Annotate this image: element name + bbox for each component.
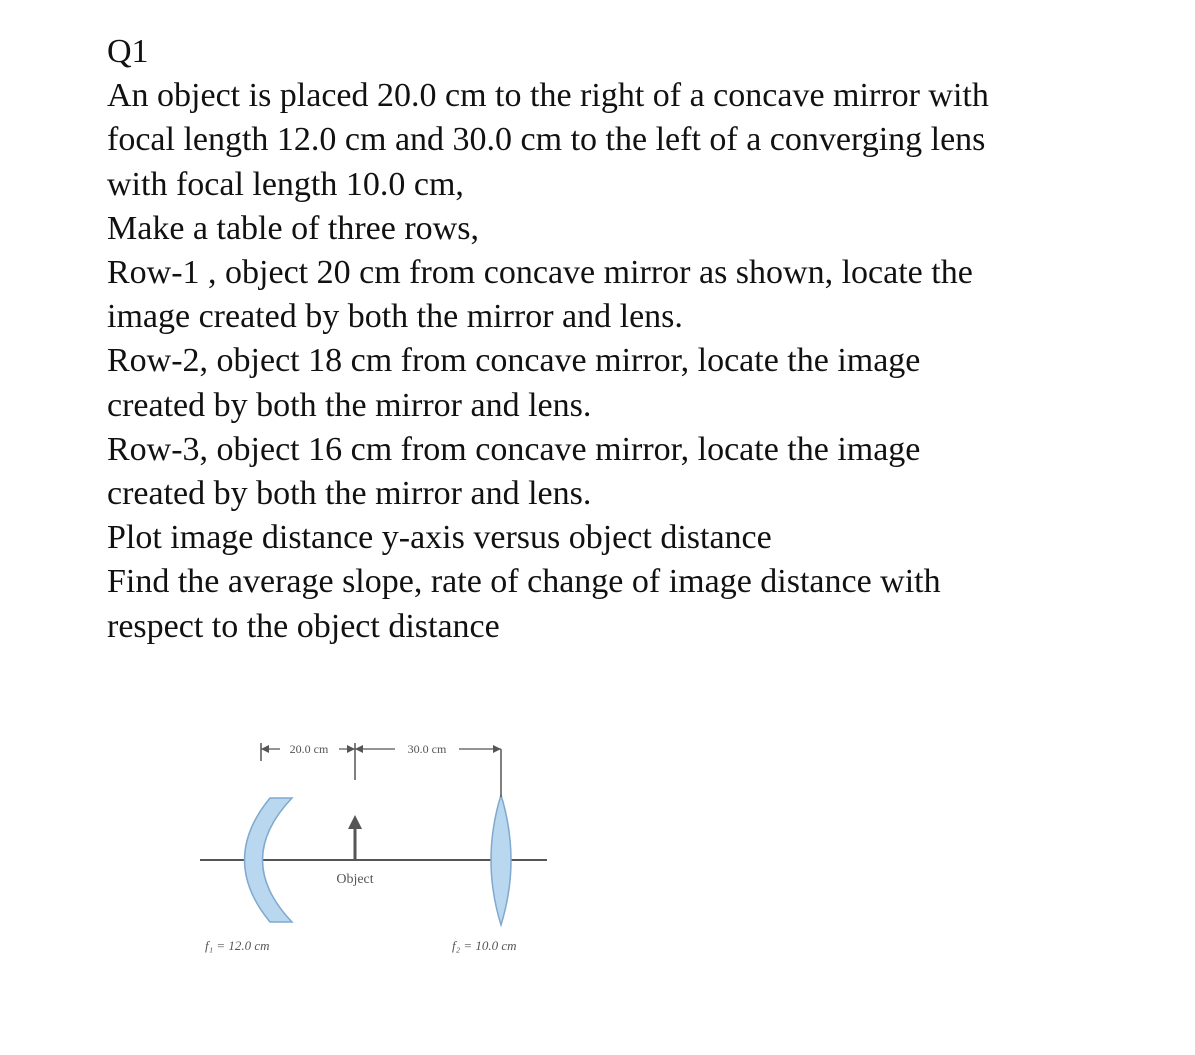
mirror-focal-label: f₁ = 12.0 cm <box>205 938 270 953</box>
question-label: Q1 <box>107 33 149 70</box>
question-line-1: An object is placed 20.0 cm to the right of a concave mirror with <box>107 77 989 115</box>
object-label: Object <box>336 872 374 887</box>
object-arrow-head <box>348 815 362 829</box>
question-line-9: Row-3, object 16 cm from concave mirror, locate the image <box>107 430 921 468</box>
question-line-12: Find the average slope, rate of change of image distance with <box>107 563 941 601</box>
question-line-11: Plot image distance y-axis versus object distance <box>107 519 772 557</box>
optics-diagram-svg <box>195 725 565 965</box>
dimension-arrow-left-1 <box>261 745 269 753</box>
dimension-arrow-right-2 <box>493 745 501 753</box>
question-line-7: Row-2, object 18 cm from concave mirror, locate the image <box>107 342 921 380</box>
dimension-arrow-left-2 <box>347 745 355 753</box>
question-text <box>107 30 1167 649</box>
question-line-10: created by both the mirror and lens. <box>107 475 592 513</box>
question-line-2: focal length 12.0 cm and 30.0 cm to the left of a converging lens <box>107 121 986 159</box>
question-line-8: created by both the mirror and lens. <box>107 386 592 424</box>
question-line-4: Make a table of three rows, <box>107 209 479 247</box>
dimension-arrow-right-1 <box>355 745 363 753</box>
dimension-label-object-lens: 30.0 cm <box>407 742 447 756</box>
lens-focal-label: f₂ = 10.0 cm <box>452 938 517 953</box>
question-line-6: image created by both the mirror and lens. <box>107 298 683 336</box>
question-line-5: Row-1 , object 20 cm from concave mirror as shown, locate the <box>107 254 973 292</box>
converging-lens <box>491 795 511 925</box>
question-line-3: with focal length 10.0 cm, <box>107 165 464 203</box>
dimension-label-mirror-object: 20.0 cm <box>289 742 329 756</box>
optics-diagram <box>195 725 565 965</box>
question-line-13: respect to the object distance <box>107 607 500 645</box>
